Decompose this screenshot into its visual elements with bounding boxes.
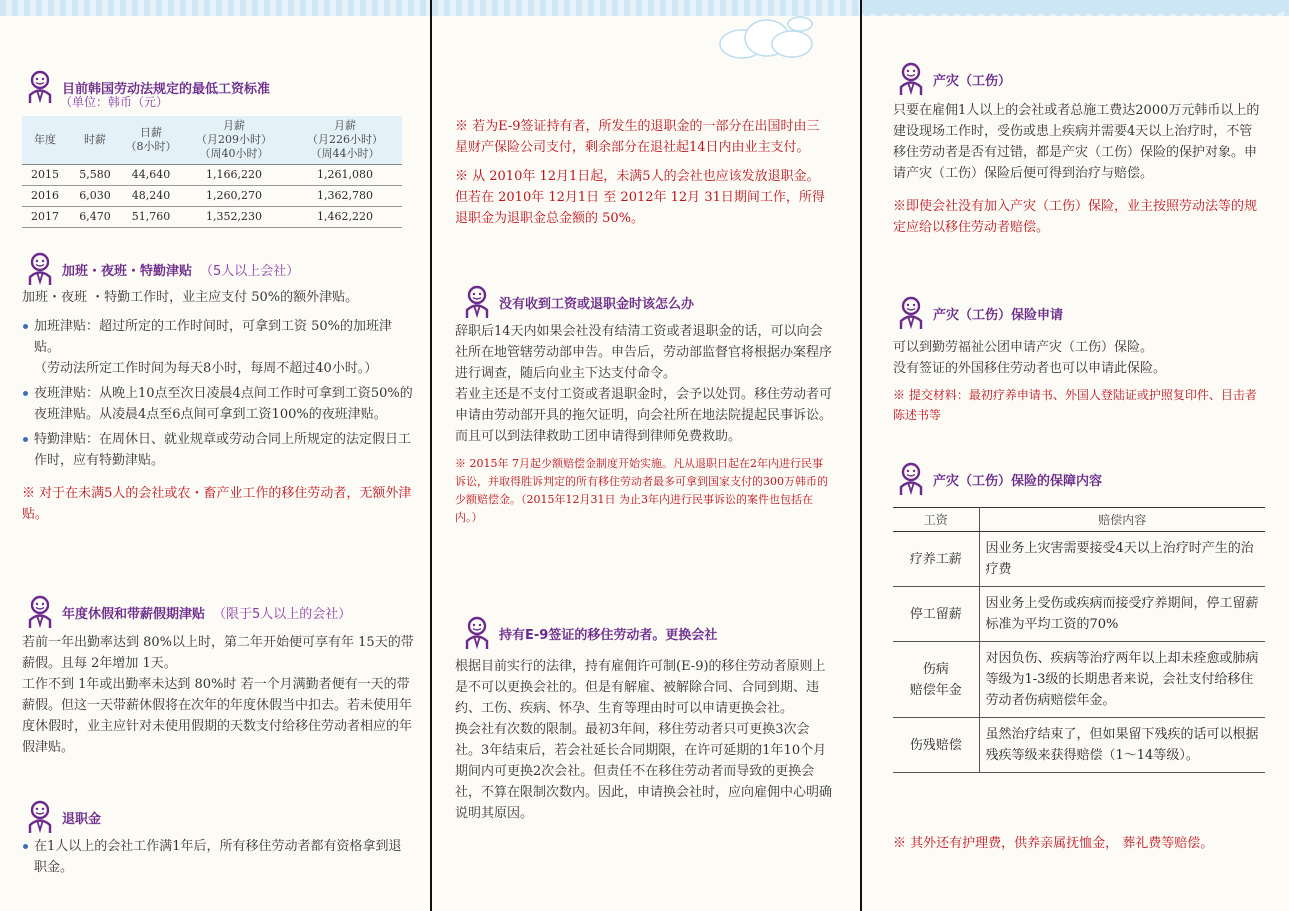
table-row xyxy=(22,165,402,186)
table-header: 年度 xyxy=(22,116,68,165)
overtime-intro: 加班・夜班 ・特勤工作时，业主应支付 50%的额外津贴。 xyxy=(22,290,359,305)
column-1 xyxy=(22,0,422,911)
table-header: 月薪 （月226小时） （周44小时） xyxy=(288,116,402,165)
min-wage-table xyxy=(22,116,402,228)
table-cell: 6,470 xyxy=(68,207,122,228)
person-icon xyxy=(26,800,54,834)
coverage-note: ※ 其外还有护理费，供养亲属抚恤金， 葬礼费等赔偿。 xyxy=(893,836,1214,851)
unpaid-title: 没有收到工资或退职金时该怎么办 xyxy=(499,296,695,312)
person-icon xyxy=(26,70,54,104)
holiday-bullet: 特勤津贴：在周休日、就业规章或劳动合同上所规定的法定假日工作时，应有特勤津贴。 xyxy=(22,429,414,471)
severance-notes xyxy=(455,116,830,229)
table-header: 日薪 （8小时） xyxy=(122,116,180,165)
table-cell: 1,166,220 xyxy=(180,165,288,186)
person-icon xyxy=(463,285,491,319)
overtime-title: 加班・夜班・特勤津贴 xyxy=(62,263,193,279)
column-3 xyxy=(893,0,1273,911)
table-row xyxy=(893,642,1265,718)
leave-body xyxy=(22,632,414,758)
person-icon xyxy=(897,62,925,96)
table-cell: 2015 xyxy=(22,165,68,186)
severance-note-1: ※ 若为E-9签证持有者，所发生的退职金的一部分在出国时由三星财产保险公司支付，剩余部分在退社起14日内由业主支付。 xyxy=(455,119,820,155)
night-bullet: 夜班津贴：从晚上10点至次日凌晨4点间工作时可拿到工资50%的夜班津贴。从凌晨4点至6点间可拿到工资100%的夜班津贴。 xyxy=(22,383,414,425)
table-cell: 疗养工薪 xyxy=(893,532,979,587)
table-cell: 伤病 赔偿年金 xyxy=(893,642,979,718)
table-cell: 因业务上灾害需要接受4天以上治疗时产生的治疗费 xyxy=(979,532,1265,587)
person-icon xyxy=(463,616,491,650)
leave-heading xyxy=(26,595,351,629)
column-2 xyxy=(455,0,840,911)
table-cell: 1,352,230 xyxy=(180,207,288,228)
overtime-bullet: 加班津贴：超过所定的工作时间时，可拿到工资 50%的加班津贴。 xyxy=(22,316,414,358)
table-cell: 停工留薪 xyxy=(893,587,979,642)
table-cell: 1,260,270 xyxy=(180,186,288,207)
coverage-table xyxy=(893,507,1265,773)
min-wage-unit: （单位：韩币（元） xyxy=(60,95,169,109)
table-cell: 51,760 xyxy=(122,207,180,228)
severance-note-2: ※ 从 2010年 12月1日起，未满5人的会社也应该发放退职金。但若在 2010年 12月1日 至 2012年 12月 31日期间工作，所得退职金为退职金总金额的 50%。 xyxy=(455,169,825,226)
leave-paragraph-2: 工作不到 1年或出勤率未达到 80%时 若一个月满勤者便有一天的带薪假。但这一天带薪休假将在次年的年度休假当中扣去。若未使用年度休假时，业主应针对未使用假期的天数支付给移住劳动者相应的年假津贴。 xyxy=(22,677,413,755)
table-row xyxy=(893,532,1265,587)
table-cell: 2016 xyxy=(22,186,68,207)
table-row xyxy=(22,207,402,228)
table-cell: 48,240 xyxy=(122,186,180,207)
person-icon xyxy=(897,462,925,496)
apply-paragraph-2: 没有签证的外国移住劳动者也可以申请此保险。 xyxy=(893,361,1167,376)
leave-paragraph-1: 若前一年出勤率达到 80%以上时，第二年开始便可享有年 15天的带薪假。且每 2年增加 1天。 xyxy=(22,635,414,671)
injury-body xyxy=(893,100,1265,238)
table-cell: 1,261,080 xyxy=(288,165,402,186)
column-divider-left xyxy=(430,0,432,911)
overtime-heading xyxy=(26,252,299,286)
table-cell: 1,462,220 xyxy=(288,207,402,228)
column-divider-right xyxy=(860,0,862,911)
table-cell: 对因负伤、疾病等治疗两年以上却未痊愈或肺病等级为1-3级的长期患者来说，会社支付给移住劳动者伤病赔偿年金。 xyxy=(979,642,1265,718)
table-cell: 44,640 xyxy=(122,165,180,186)
table-cell: 虽然治疗结束了，但如果留下残疾的话可以根据残疾等级来获得赔偿（1～14等级）。 xyxy=(979,718,1265,773)
apply-paragraph-1: 可以到勤劳福祉公团申请产灾（工伤）保险。 xyxy=(893,340,1154,355)
table-cell: 伤残赔偿 xyxy=(893,718,979,773)
change-body xyxy=(455,656,833,824)
change-heading xyxy=(463,616,717,650)
table-header: 时薪 xyxy=(68,116,122,165)
table-row xyxy=(22,186,402,207)
table-cell: 2017 xyxy=(22,207,68,228)
coverage-heading xyxy=(897,462,1102,496)
unpaid-body xyxy=(455,321,833,527)
injury-heading xyxy=(897,62,1011,96)
severance-title: 退职金 xyxy=(62,811,102,827)
severance-body xyxy=(22,836,414,878)
table-header: 赔偿内容 xyxy=(979,508,1265,532)
apply-title: 产灾（工伤）保险申请 xyxy=(933,307,1064,323)
leave-title-sub: （限于5人以上的会社） xyxy=(213,606,352,622)
table-cell: 1,362,780 xyxy=(288,186,402,207)
severance-heading xyxy=(26,800,101,834)
table-cell: 因业务上受伤或疾病而接受疗养期间，停工留薪标准为平均工资的70% xyxy=(979,587,1265,642)
min-wage-title: 目前韩国劳动法规定的最低工资标准 xyxy=(62,81,271,97)
severance-bullet: 在1人以上的会社工作满1年后，所有移住劳动者都有资格拿到退职金。 xyxy=(22,836,414,878)
table-row xyxy=(893,587,1265,642)
apply-note: ※ 提交材料：最初疗养申请书、外国人登陆证或护照复印件、目击者陈述书等 xyxy=(893,388,1257,422)
change-paragraph-1: 根据目前实行的法律，持有雇佣许可制(E-9)的移住劳动者原则上是不可以更换会社的。但是有解雇、被解除合同、合同到期、违约、工伤、疾病、怀孕、生育等理由时可以申请更换会社。 xyxy=(455,659,826,716)
table-header: 月薪 （月209小时） （周40小时） xyxy=(180,116,288,165)
overtime-note: ※ 对于在未满5人的会社或农・畜产业工作的移住劳动者，无额外津贴。 xyxy=(22,486,412,522)
unpaid-note: ※ 2015年 7月起少额赔偿金制度开始实施。凡从退职日起在2年内进行民事诉讼，并取得胜诉判定的所有移住劳动者最多可拿到国家支付的300万韩币的少额赔偿金。（2015年12月31日 为止3年内进行民事诉讼的案件也包括在内。） xyxy=(455,457,828,524)
table-row xyxy=(893,718,1265,773)
person-icon xyxy=(26,595,54,629)
change-paragraph-2: 换会社有次数的限制。最初3年间，移住劳动者只可更换3次会社。3年结束后，若会社延长合同期限，在许可延期的1年10个月期间内可更换2次会社。但责任不在移住劳动者而导致的更换会社，不算在限制次数内。因此，申请换会社时，应向雇佣中心明确说明其原因。 xyxy=(455,722,833,821)
change-title: 持有E-9签证的移住劳动者。更换会社 xyxy=(499,627,718,643)
apply-body xyxy=(893,337,1265,425)
injury-paragraph: 只要在雇佣1人以上的会社或者总施工费达2000万元韩币以上的建设现场工作时，受伤或患上疾病并需要4天以上治疗时，不管移住劳动者是否有过错，都是产灾（工伤）保险的保护对象。申请产灾（工伤）保险后便可得到治疗与赔偿。 xyxy=(893,103,1260,181)
person-icon xyxy=(26,252,54,286)
table-header: 工资 xyxy=(893,508,979,532)
unpaid-paragraph-1: 辞职后14天内如果会社没有结清工资或者退职金的话，可以向会社所在地管辖劳动部申告。申告后，劳动部监督官将根据办案程序进行调查，随后向业主下达支付命令。 xyxy=(455,324,833,381)
table-cell: 5,580 xyxy=(68,165,122,186)
leave-title: 年度休假和带薪假期津贴 xyxy=(62,606,206,622)
overtime-body xyxy=(22,287,414,525)
apply-heading xyxy=(897,296,1063,330)
coverage-title: 产灾（工伤）保险的保障内容 xyxy=(933,473,1103,489)
unpaid-paragraph-2: 若业主还是不支付工资或者退职金时，会予以处罚。移住劳动者可申请由劳动部开具的拖欠证明，向会社所在地法院提起民事诉讼。而且可以到法律救助工团申请得到律师免费救助。 xyxy=(455,387,833,444)
overtime-bullet-note: （劳动法所定工作时间为每天8小时，每周不超过40小时。） xyxy=(34,361,378,376)
unpaid-heading xyxy=(463,285,694,319)
injury-title: 产灾（工伤） xyxy=(933,73,1012,89)
table-cell: 6,030 xyxy=(68,186,122,207)
overtime-title-sub: （5人以上会社） xyxy=(200,263,300,279)
injury-note: ※即使会社没有加入产灾（工伤）保险，业主按照劳动法等的规定应给以移住劳动者赔偿。 xyxy=(893,199,1258,235)
person-icon xyxy=(897,296,925,330)
